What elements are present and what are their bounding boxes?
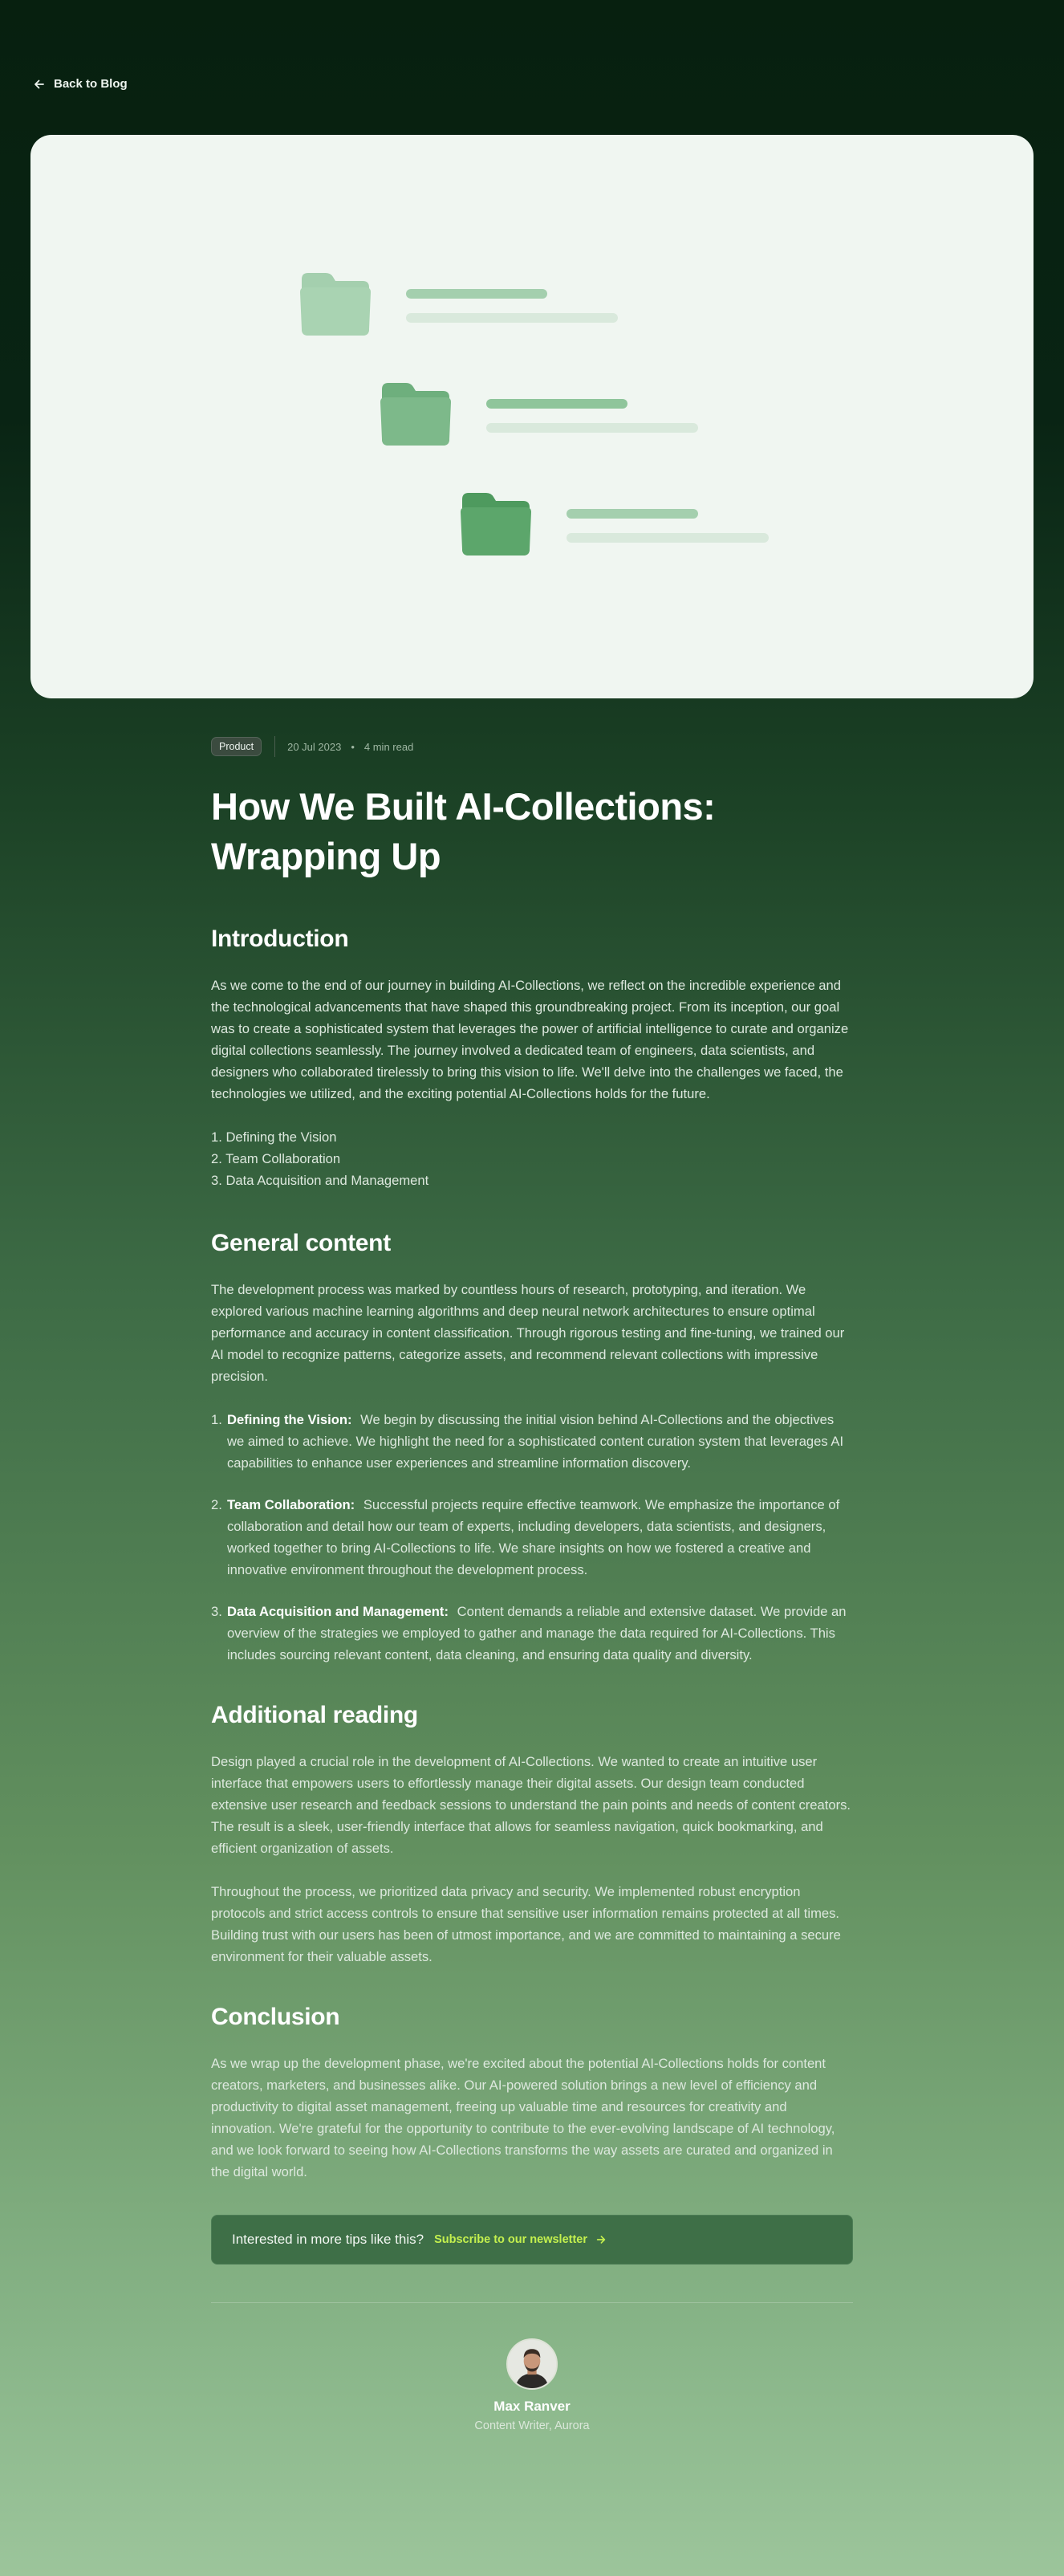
author-role: Content Writer, Aurora: [474, 2419, 590, 2432]
arrow-right-icon: [595, 2234, 607, 2245]
post-date: 20 Jul 2023: [287, 740, 342, 753]
folder-row-2: [376, 378, 698, 447]
list-item-title: Team Collaboration:: [227, 1497, 355, 1512]
folder-icon: [295, 268, 376, 337]
intro-list: [211, 1126, 853, 1191]
author-portrait-icon: [508, 2340, 556, 2388]
hero-illustration: [30, 135, 1034, 698]
category-badge[interactable]: Product: [211, 737, 262, 756]
list-item: 3. Data Acquisition and Management: [211, 1173, 429, 1188]
post-meta: [211, 735, 853, 758]
read-time: 4 min read: [363, 740, 414, 753]
author-card: [211, 2338, 853, 2432]
list-item-number: 3.: [211, 1604, 222, 1619]
post-title-line-1: How We Built AI-Collections:: [211, 785, 716, 828]
folder-icon: [456, 488, 536, 557]
section-divider: [211, 2302, 853, 2303]
author-name: Max Ranver: [493, 2399, 571, 2414]
back-to-blog-label: Back to Blog: [54, 77, 128, 91]
general-paragraph: The development process was marked by countless hours of research, prototyping, and iteration. We explored various machine learning algorithms and deep neural network architectures to ensure optimal performance and accuracy in content classification. Through rigorous testing and fine-tuning, we trained our AI model to recognize patterns, categorize assets, and recommend relevant collections with impressive precision.: [211, 1282, 845, 1384]
additional-paragraph-1: Design played a crucial role in the development of AI-Collections. We wanted to create an intuitive user interface that empowers users to effortlessly manage their digital assets. Our design team conducted extensive user research and feedback sessions to understand the pain points and needs of content creators. The result is a sleek, user-friendly interface that allows for seamless navigation, quick bookmarking, and efficient organization of assets.: [211, 1754, 851, 1856]
list-item: 2. Team Collaboration: [211, 1151, 341, 1166]
subscribe-label: Subscribe to our newsletter: [434, 2233, 588, 2246]
newsletter-banner: [211, 2215, 853, 2265]
list-item: [211, 1494, 853, 1581]
section-heading-general-content: General content: [211, 1230, 391, 1256]
subscribe-newsletter-link[interactable]: [434, 2233, 607, 2246]
folder-row-3: [456, 488, 769, 557]
list-item-number: 1.: [211, 1412, 222, 1427]
list-item-text: Successful projects require effective teamwork. We emphasize the importance of collaboration and detail how our team of experts, including developers, data scientists, and designers, worked together to bring AI-Collections to life. We share insights on how we fostered a creative and innovative environment throughout the development process.: [227, 1497, 840, 1577]
back-to-blog-link[interactable]: [33, 77, 128, 91]
section-heading-additional-reading: Additional reading: [211, 1702, 418, 1728]
post-title: [211, 782, 853, 881]
folder-icon: [376, 378, 456, 447]
list-item-title: Defining the Vision:: [227, 1412, 352, 1427]
list-item-title: Data Acquisition and Management:: [227, 1604, 449, 1619]
article: [211, 735, 853, 2432]
meta-separator-dot: •: [351, 740, 355, 753]
list-item: 1. Defining the Vision: [211, 1129, 337, 1145]
list-item: [211, 1601, 853, 1666]
general-numbered-list: [211, 1409, 853, 1666]
section-heading-introduction: Introduction: [211, 926, 349, 952]
newsletter-prompt: Interested in more tips like this?: [232, 2232, 424, 2247]
post-title-line-2: Wrapping Up: [211, 835, 441, 877]
section-heading-conclusion: Conclusion: [211, 2004, 340, 2030]
arrow-left-icon: [33, 78, 46, 91]
list-item-text: Content demands a reliable and extensive dataset. We provide an overview of the strategies we employed to gather and manage the data required for AI-Collections. This includes sourcing relevant content, data cleaning, and ensuring data quality and diversity.: [227, 1604, 847, 1662]
intro-paragraph: As we come to the end of our journey in building AI-Collections, we reflect on the incredible experience and the technological advancements that have shaped this groundbreaking project. From its inception, our goal was to create a sophisticated system that leverages the power of artificial intelligence to curate and organize digital collections seamlessly. The journey involved a dedicated team of engineers, data scientists, and designers who collaborated tirelessly to bring this vision to life. We'll delve into the challenges we faced, the technologies we utilized, and the exciting potential AI-Collections holds for the future.: [211, 978, 849, 1101]
list-item-text: We begin by discussing the initial vision behind AI-Collections and the objectives we aimed to achieve. We highlight the need for a sophisticated content curation system that leverages AI capabilities to enhance user experiences and streamline information discovery.: [227, 1412, 844, 1471]
folder-row-1: [295, 268, 618, 337]
meta-divider: [274, 736, 275, 757]
list-item: [211, 1409, 853, 1474]
avatar: [506, 2338, 558, 2390]
conclusion-paragraph: As we wrap up the development phase, we're excited about the potential AI-Collections holds for content creators, marketers, and businesses alike. Our AI-powered solution brings a new level of efficiency and productivity to digital asset management, freeing up valuable time and resources for creativity and innovation. We're grateful for the opportunity to contribute to the ever-evolving landscape of AI technology, and we look forward to seeing how AI-Collections transforms the way assets are curated and organized in the digital world.: [211, 2056, 835, 2179]
list-item-number: 2.: [211, 1497, 222, 1512]
additional-paragraph-2: Throughout the process, we prioritized data privacy and security. We implemented robust encryption protocols and strict access controls to ensure that sensitive user information remains protected at all times. Building trust with our users has been of utmost importance, and we are committed to maintaining a secure environment for their valuable assets.: [211, 1884, 841, 1964]
